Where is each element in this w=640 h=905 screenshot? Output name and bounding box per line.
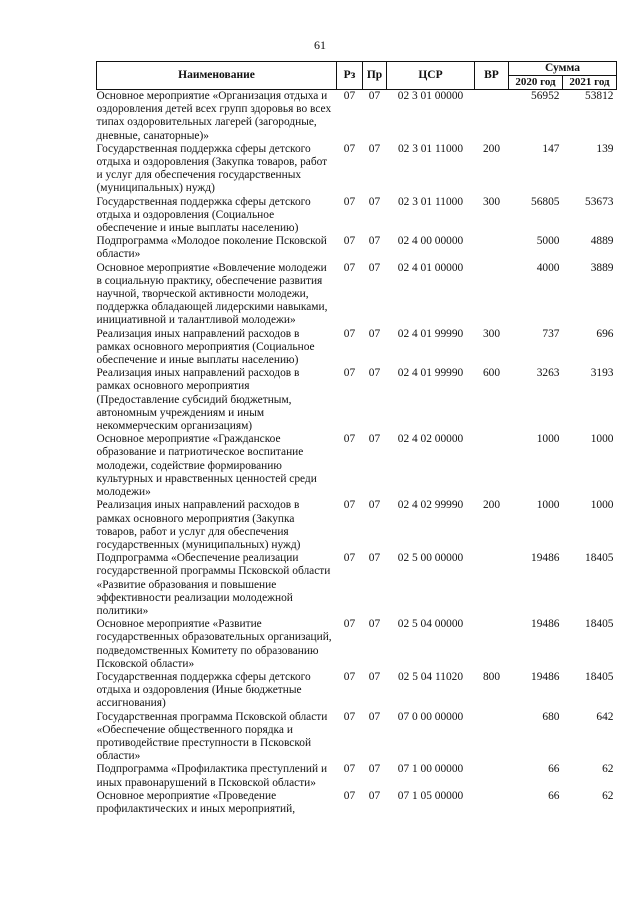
table-row [97, 711, 617, 764]
cell-name: Основное мероприятие «Гражданское образование и патриотическое воспитание молодежи, содействие формированию культурных и нравственных ценностей среди молодежи» [96, 433, 317, 499]
cell-name: Основное мероприятие «Вовлечение молодежи в социальную практику, обеспечение развития научной, творческой активности молодежи, поддержка обладающей лидерскими навыками, инициативной и талантливой молодежи» [96, 261, 328, 327]
cell-name: Основное мероприятие «Организация отдыха и оздоровления детей всех групп здоровья во всех типах оздоровительных лагерей (загородные, дневные, санаторные)» [96, 90, 332, 142]
cell-rz: 07 [343, 710, 356, 723]
cell-sum-2020: 19486 [531, 552, 560, 565]
cell-pr: 07 [368, 195, 381, 208]
cell-pr: 07 [368, 327, 381, 340]
table-row [97, 499, 617, 552]
table-row [97, 763, 617, 789]
cell-sum-2021: 696 [596, 327, 614, 340]
cell-sum-2021: 18405 [585, 552, 614, 565]
cell-pr: 07 [368, 235, 381, 248]
cell-csr: 02 4 01 00000 [397, 261, 464, 274]
table-row [97, 328, 617, 368]
cell-rz: 07 [343, 235, 356, 248]
cell-sum-2020: 5000 [536, 235, 560, 248]
cell-sum-2020: 56952 [531, 90, 560, 102]
cell-sum-2021: 53673 [585, 195, 614, 208]
cell-vr [475, 711, 509, 764]
cell-rz: 07 [343, 552, 356, 565]
cell-sum-2021: 3889 [590, 261, 614, 274]
cell-pr: 07 [368, 670, 381, 683]
cell-csr: 02 4 02 99990 [397, 499, 464, 512]
cell-rz: 07 [343, 789, 356, 802]
cell-sum-2020: 1000 [536, 499, 560, 512]
cell-sum-2021: 642 [596, 710, 614, 723]
cell-sum-2021: 4889 [590, 235, 614, 248]
table-row [97, 90, 617, 143]
cell-csr: 02 4 00 00000 [397, 235, 464, 248]
cell-vr: 200 [482, 499, 501, 512]
cell-sum-2021: 62 [602, 763, 614, 776]
cell-csr: 02 4 01 99990 [397, 327, 464, 340]
cell-pr: 07 [368, 710, 381, 723]
header-name: Наименование [97, 62, 337, 90]
cell-vr [475, 262, 509, 328]
cell-csr: 02 3 01 00000 [397, 90, 464, 102]
cell-name: Государственная поддержка сферы детского отдыха и оздоровления (Иные бюджетные ассигнования) [96, 670, 311, 710]
cell-rz: 07 [343, 499, 356, 512]
cell-vr: 200 [482, 142, 501, 155]
cell-rz: 07 [343, 90, 356, 102]
table-row [97, 235, 617, 261]
table-row [97, 671, 617, 711]
cell-sum-2021: 3193 [590, 367, 614, 380]
cell-vr: 600 [482, 367, 501, 380]
cell-pr: 07 [368, 552, 381, 565]
cell-vr: 800 [482, 670, 501, 683]
cell-pr: 07 [368, 367, 381, 380]
cell-csr: 02 3 01 11000 [397, 195, 464, 208]
cell-vr [475, 790, 509, 816]
table-row [97, 552, 617, 618]
header-sum: Сумма [509, 62, 617, 76]
cell-sum-2021: 53812 [585, 90, 614, 102]
cell-rz: 07 [343, 763, 356, 776]
cell-csr: 02 4 01 99990 [397, 367, 464, 380]
cell-sum-2021: 62 [602, 789, 614, 802]
cell-csr: 02 5 04 11020 [397, 670, 464, 683]
header-csr: ЦСР [387, 62, 475, 90]
cell-vr [475, 90, 509, 143]
cell-sum-2021: 18405 [585, 618, 614, 631]
header-pr: Пр [363, 62, 387, 90]
cell-csr: 02 4 02 00000 [397, 433, 464, 446]
header-vr: ВР [475, 62, 509, 90]
table-row [97, 433, 617, 499]
cell-rz: 07 [343, 670, 356, 683]
cell-name: Государственная поддержка сферы детского отдыха и оздоровления (Социальное обеспечение и иные выплаты населению) [96, 195, 311, 235]
table-header [97, 62, 617, 90]
header-year-2021: 2021 год [563, 76, 617, 90]
cell-rz: 07 [343, 367, 356, 380]
cell-sum-2021: 1000 [590, 499, 614, 512]
cell-name: Реализация иных направлений расходов в рамках основного мероприятия (Закупка товаров, работ и услуг для обеспечения государственных (муниципальных) нужд) [96, 499, 301, 551]
cell-csr: 07 1 00 00000 [397, 763, 464, 776]
cell-name: Реализация иных направлений расходов в рамках основного мероприятия (Предоставление субсидий бюджетным, автономным учреждениям и иным некоммерческим организациям) [96, 367, 300, 433]
cell-rz: 07 [343, 261, 356, 274]
cell-pr: 07 [368, 90, 381, 102]
cell-name: Государственная программа Псковской области «Обеспечение общественного порядка и противодействие преступности в Псковской области» [96, 710, 328, 763]
cell-sum-2020: 680 [542, 710, 560, 723]
budget-table [96, 61, 617, 816]
cell-sum-2020: 3263 [536, 367, 560, 380]
table-row [97, 196, 617, 236]
cell-sum-2021: 1000 [590, 433, 614, 446]
cell-pr: 07 [368, 433, 381, 446]
cell-pr: 07 [368, 618, 381, 631]
cell-pr: 07 [368, 142, 381, 155]
cell-vr: 300 [482, 195, 501, 208]
cell-sum-2020: 1000 [536, 433, 560, 446]
cell-vr [475, 433, 509, 499]
cell-sum-2020: 56805 [531, 195, 560, 208]
cell-rz: 07 [343, 327, 356, 340]
cell-name: Подпрограмма «Профилактика преступлений и иных правонарушений в Псковской области» [96, 763, 328, 789]
cell-csr: 07 1 05 00000 [397, 789, 464, 802]
cell-pr: 07 [368, 499, 381, 512]
cell-sum-2020: 737 [542, 327, 560, 340]
cell-vr [475, 763, 509, 789]
cell-csr: 02 5 04 00000 [397, 618, 464, 631]
cell-sum-2020: 147 [542, 142, 560, 155]
cell-name: Подпрограмма «Обеспечение реализации государственной программы Псковской области «Развитие образования и повышение эффективности реализации молодежной политики» [96, 552, 331, 617]
cell-rz: 07 [343, 618, 356, 631]
cell-pr: 07 [368, 789, 381, 802]
cell-sum-2021: 18405 [585, 670, 614, 683]
table-row [97, 618, 617, 671]
cell-csr: 02 3 01 11000 [397, 142, 464, 155]
table-body [97, 90, 617, 817]
cell-vr [475, 235, 509, 261]
cell-name: Подпрограмма «Молодое поколение Псковской области» [96, 235, 327, 261]
cell-sum-2021: 139 [596, 142, 614, 155]
cell-name: Основное мероприятие «Проведение профилактических и иных мероприятий, [96, 789, 296, 815]
table-row [97, 143, 617, 196]
cell-sum-2020: 19486 [531, 670, 560, 683]
table-row [97, 367, 617, 433]
cell-pr: 07 [368, 261, 381, 274]
cell-csr: 02 5 00 00000 [397, 552, 464, 565]
header-year-2020: 2020 год [509, 76, 563, 90]
cell-sum-2020: 4000 [536, 261, 560, 274]
table-row [97, 790, 617, 816]
cell-csr: 07 0 00 00000 [397, 710, 464, 723]
cell-rz: 07 [343, 433, 356, 446]
page-number: 61 [314, 38, 326, 52]
table-row [97, 262, 617, 328]
cell-name: Основное мероприятие «Развитие государственных образовательных организаций, подведомственных Комитету по образованию Псковской области» [96, 618, 332, 670]
cell-sum-2020: 66 [548, 789, 560, 802]
cell-rz: 07 [343, 195, 356, 208]
budget-table-container [96, 61, 616, 816]
header-rz: Рз [337, 62, 363, 90]
cell-vr: 300 [482, 327, 501, 340]
cell-sum-2020: 19486 [531, 618, 560, 631]
cell-name: Реализация иных направлений расходов в рамках основного мероприятия (Социальное обеспечение и иные выплаты населению) [96, 327, 315, 367]
cell-vr [475, 618, 509, 671]
cell-vr [475, 552, 509, 618]
cell-sum-2020: 66 [548, 763, 560, 776]
cell-name: Государственная поддержка сферы детского отдыха и оздоровления (Закупка товаров, работ и услуг для обеспечения государственных (муниципальных) нужд) [96, 142, 328, 195]
cell-rz: 07 [343, 142, 356, 155]
cell-pr: 07 [368, 763, 381, 776]
